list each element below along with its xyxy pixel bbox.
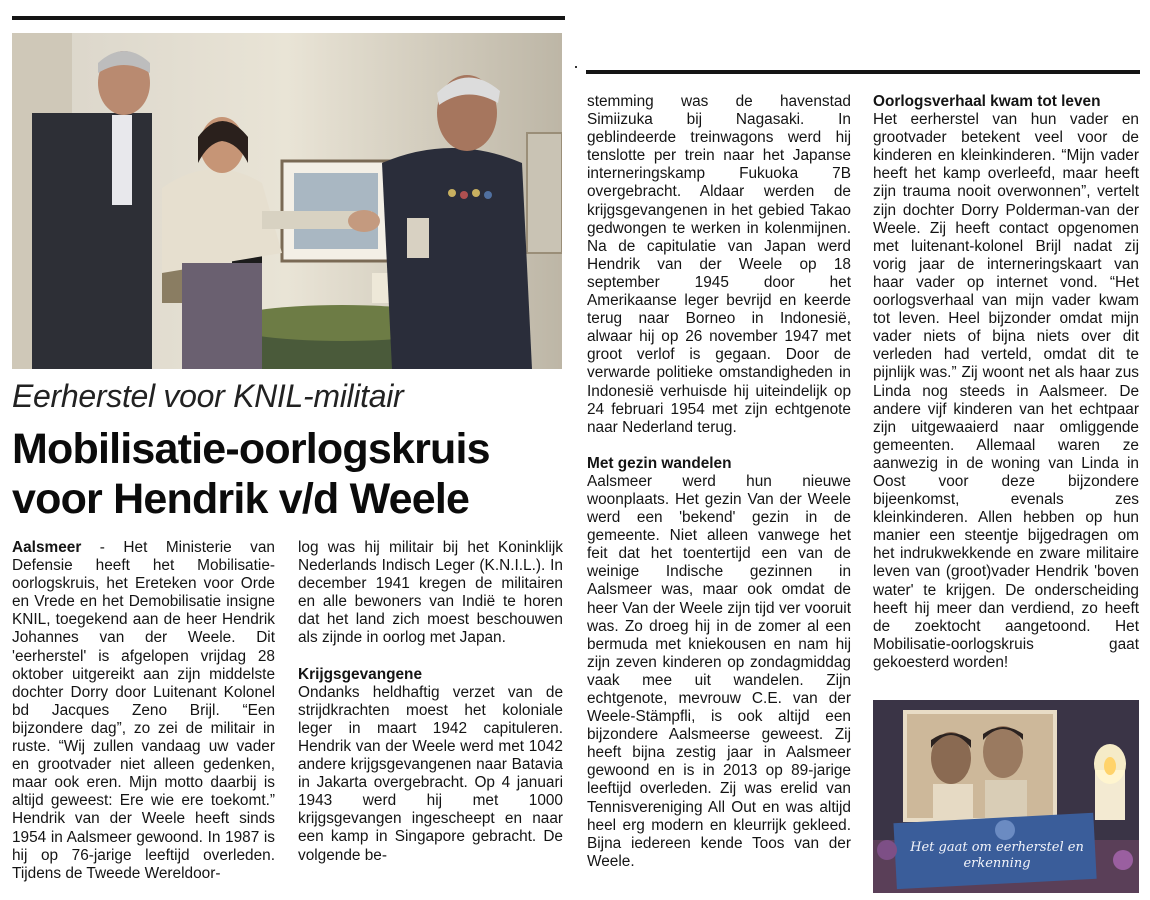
article-column-1 <box>12 539 275 883</box>
article-headline <box>12 424 572 524</box>
article-kicker: Eerherstel voor KNIL-militair <box>12 378 404 414</box>
column-1-text: - Het Ministerie van Defensie heeft het Mobilisatie-oorlogskruis, het Ereteken voor Orde en Vrede en het Demobilisatie insigne KNIL, toegekend aan de heer Hendrik Johannes van der Weele. Dit 'eerherstel' is afgelopen vrijdag 28 oktober uitgereikt aan zijn middelste dochter Dorry door Luitenant Kolonel bd Jacques Zeno Brijl. “Een bijzondere dag”, zo zei de militair in ruste. “Wij zullen vandaag uw vader en grootvader niet alleen gedenken, maar ook eren. Mijn motto daarbij is altijd geweest: Ere wie ere toekomt.” Hendrik van der Weele heeft sinds 1954 in Aalsmeer gewoond. In 1987 is hij op 76-jarige leeftijd overleden. Tijdens de Tweede Wereldoor- <box>12 539 275 882</box>
paragraph-gap <box>298 648 563 666</box>
column-1-paragraph <box>12 539 275 883</box>
top-rule-right <box>586 70 1140 74</box>
column-3-body: stemming was de havenstad Simiizuka bij Nagasaki. In geblindeerde treinwagons werd hij tenslotte per trein naar het Japanse interneringskamp Fukuoka 7B overgebracht. Aldaar werden de krijgsgevangenen in het gebied Takao gedwongen te werken in kolenmijnen. Na de capitulatie van Japan werd Hendrik van der Weele op 18 september 1945 door het Amerikaanse leger bevrijd en keerde terug naar Borneo in Indonesië, alwaar hij op 26 november 1947 met groot verlof is gegaan. Door de verwarde politieke omstandigheden in Indonesië verhuisde hij uiteindelijk op 24 februari 1954 met zijn echtgenote naar Nederland terug. <box>587 93 851 436</box>
column-4-body: Het eerherstel van hun vader en grootvader betekent veel voor de kinderen en kleinkinderen. “Mijn vader heeft het kamp overleefd, maar heeft zijn trauma nooit overwonnen”, vertelt zijn dochter Dorry Polderman-van der Weele. Zij heeft contact opgenomen met luitenant-kolonel Brijl nadat zij vorig jaar de interneringskaart van haar vader op internet vond. “Het oorlogsverhaal van mijn vader kwam tot leven. Heel bijzonder omdat mijn vader niets of bijna niets over dit verleden had verteld, omdat dit te pijnlijk was.” Zij woont net als haar zus Linda nog steeds in Aalsmeer. De andere vijf kinderen van het echtpaar zijn uitgewaaierd naar omliggende gemeenten. Allemaal waren ze aanwezig in de woning van Linda in Oost voor deze bijzondere bijeenkomst, evenals zes kleinkinderen. Allen hebben op hun manier een steentje bijgedragen om het indrukwekkende en zware militaire leven van (groot)vader Hendrik 'boven water' te krijgen. De onderscheiding heeft hij meer dan verdiend, zo heeft de zoektocht aangetoond. Het Mobilisatie-oorlogskruis gaat gekoesterd worden! <box>873 111 1139 671</box>
column-2-body: Ondanks heldhaftig verzet van de strijdkrachten moest het koloniale leger in maart 1942 capituleren. Hendrik van der Weele werd met 1042 andere krijgsgevangenen naar Batavia in Jakarta overgebracht. Op 4 januari 1943 werd hij met 1000 krijgsgevangen ingescheept en naar een kamp in Singapore gebracht. De volgende be- <box>298 683 563 864</box>
article-column-4 <box>873 93 1139 672</box>
headline-line-1: Mobilisatie-oorlogskruis <box>12 425 490 473</box>
subhead-krijgsgevangene: Krijgsgevangene <box>298 665 423 683</box>
subhead-met-gezin-wandelen: Met gezin wandelen <box>587 454 732 472</box>
memorial-photo <box>873 700 1139 893</box>
article-column-3 <box>587 93 851 871</box>
subhead-oorlogsverhaal: Oorlogsverhaal kwam tot leven <box>873 93 1101 110</box>
headline-line-2: voor Hendrik v/d Weele <box>12 475 470 523</box>
column-2-intro: log was hij militair bij het Koninklijk Nederlands Indisch Leger (K.N.I.L.). In december 1941 kregen de militairen en alle bewoners van Indië te horen dat het land zich moest beschouwen als zijnde in oorlog met Japan. <box>298 539 563 647</box>
memorial-card-text: Het gaat om eerherstel en erkenning <box>910 840 1084 871</box>
top-rule-left <box>12 16 565 20</box>
column-marker <box>575 66 577 68</box>
dateline: Aalsmeer <box>12 539 82 556</box>
ceremony-photo-illustration <box>12 33 562 369</box>
ceremony-photo <box>12 33 562 369</box>
paragraph-gap <box>587 437 851 455</box>
column-3-body-2: Aalsmeer werd hun nieuwe woonplaats. Het gezin Van der Weele werd een 'bekend' gezin in de gemeente. Niet alleen vanwege het feit dat het toentertijd een van de weinige Indische gezinnen in Aalsmeer was, maar ook omdat de heer Van der Weele zijn tijd ver vooruit was. Zo droeg hij in de zomer al een bermuda met kniekousen en nam hij zijn zeven kinderen op zondagmiddag vaak mee uit wandelen. Zijn echtgenote, mevrouw C.E. van der Weele-Stämpfli, is ook altijd een bijzondere Aalsmeerse geweest. Zij heeft bijna zestig jaar in Aalsmeer gewoond en is in 2013 op 89-jarige leeftijd overleden. Zij was erelid van Tennisvereniging All Out en was altijd heel erg modern en kleurrijk gekleed. Bijna iedereen kende Toos van der Weele. <box>587 472 851 870</box>
article-column-2 <box>298 539 563 865</box>
